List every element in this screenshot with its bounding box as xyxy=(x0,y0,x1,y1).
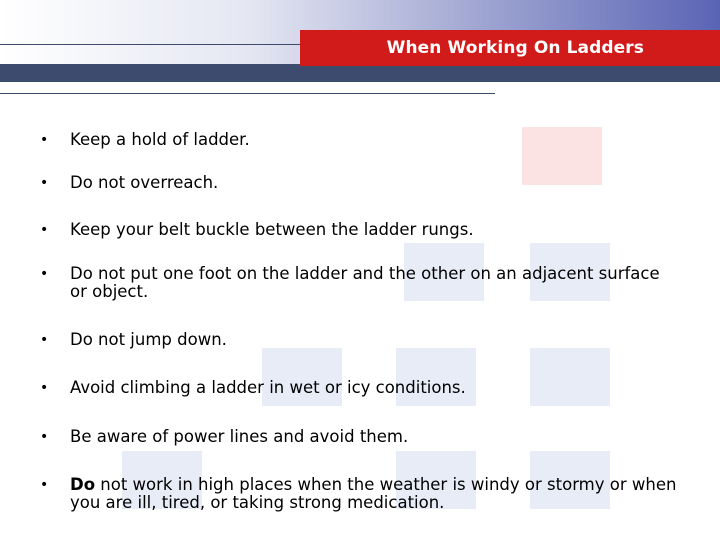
bullet-bold-prefix: Do xyxy=(70,475,96,494)
title-banner xyxy=(300,30,720,66)
bullet-icon: • xyxy=(40,332,49,348)
bullet-icon: • xyxy=(40,477,49,493)
bullet-text: not work in high places when the weather is windy or stormy or when you are ill, tired, or taking strong medication. xyxy=(70,475,677,512)
bullet-icon: • xyxy=(40,132,49,148)
bullet-item xyxy=(40,331,690,349)
bullet-item xyxy=(40,174,690,192)
bullet-icon: • xyxy=(40,266,49,282)
decor-square xyxy=(530,348,610,406)
bullet-item xyxy=(40,265,670,301)
decor-square xyxy=(262,348,342,406)
bullet-text: Keep your belt buckle between the ladder rungs. xyxy=(70,220,474,239)
bullet-item xyxy=(40,221,690,239)
bullet-item xyxy=(40,379,690,397)
header-divider-line xyxy=(0,44,300,45)
bullet-text: Do not overreach. xyxy=(70,173,219,192)
bullet-icon: • xyxy=(40,175,49,191)
bullet-icon: • xyxy=(40,222,49,238)
bullet-text: Keep a hold of ladder. xyxy=(70,130,250,149)
decor-square xyxy=(396,348,476,406)
bullet-item xyxy=(40,476,680,512)
title-underline xyxy=(0,93,495,94)
bullet-icon: • xyxy=(40,380,49,396)
header-dark-bar xyxy=(0,64,720,82)
slide-title: When Working On Ladders xyxy=(386,38,644,58)
bullet-text: Do not put one foot on the ladder and the other on an adjacent surface or object. xyxy=(70,264,660,301)
bullet-item xyxy=(40,131,690,149)
bullet-icon: • xyxy=(40,429,49,445)
bullet-item xyxy=(40,428,690,446)
bullet-text: Be aware of power lines and avoid them. xyxy=(70,427,409,446)
bullet-text: Avoid climbing a ladder in wet or icy conditions. xyxy=(70,378,466,397)
bullet-text: Do not jump down. xyxy=(70,330,227,349)
